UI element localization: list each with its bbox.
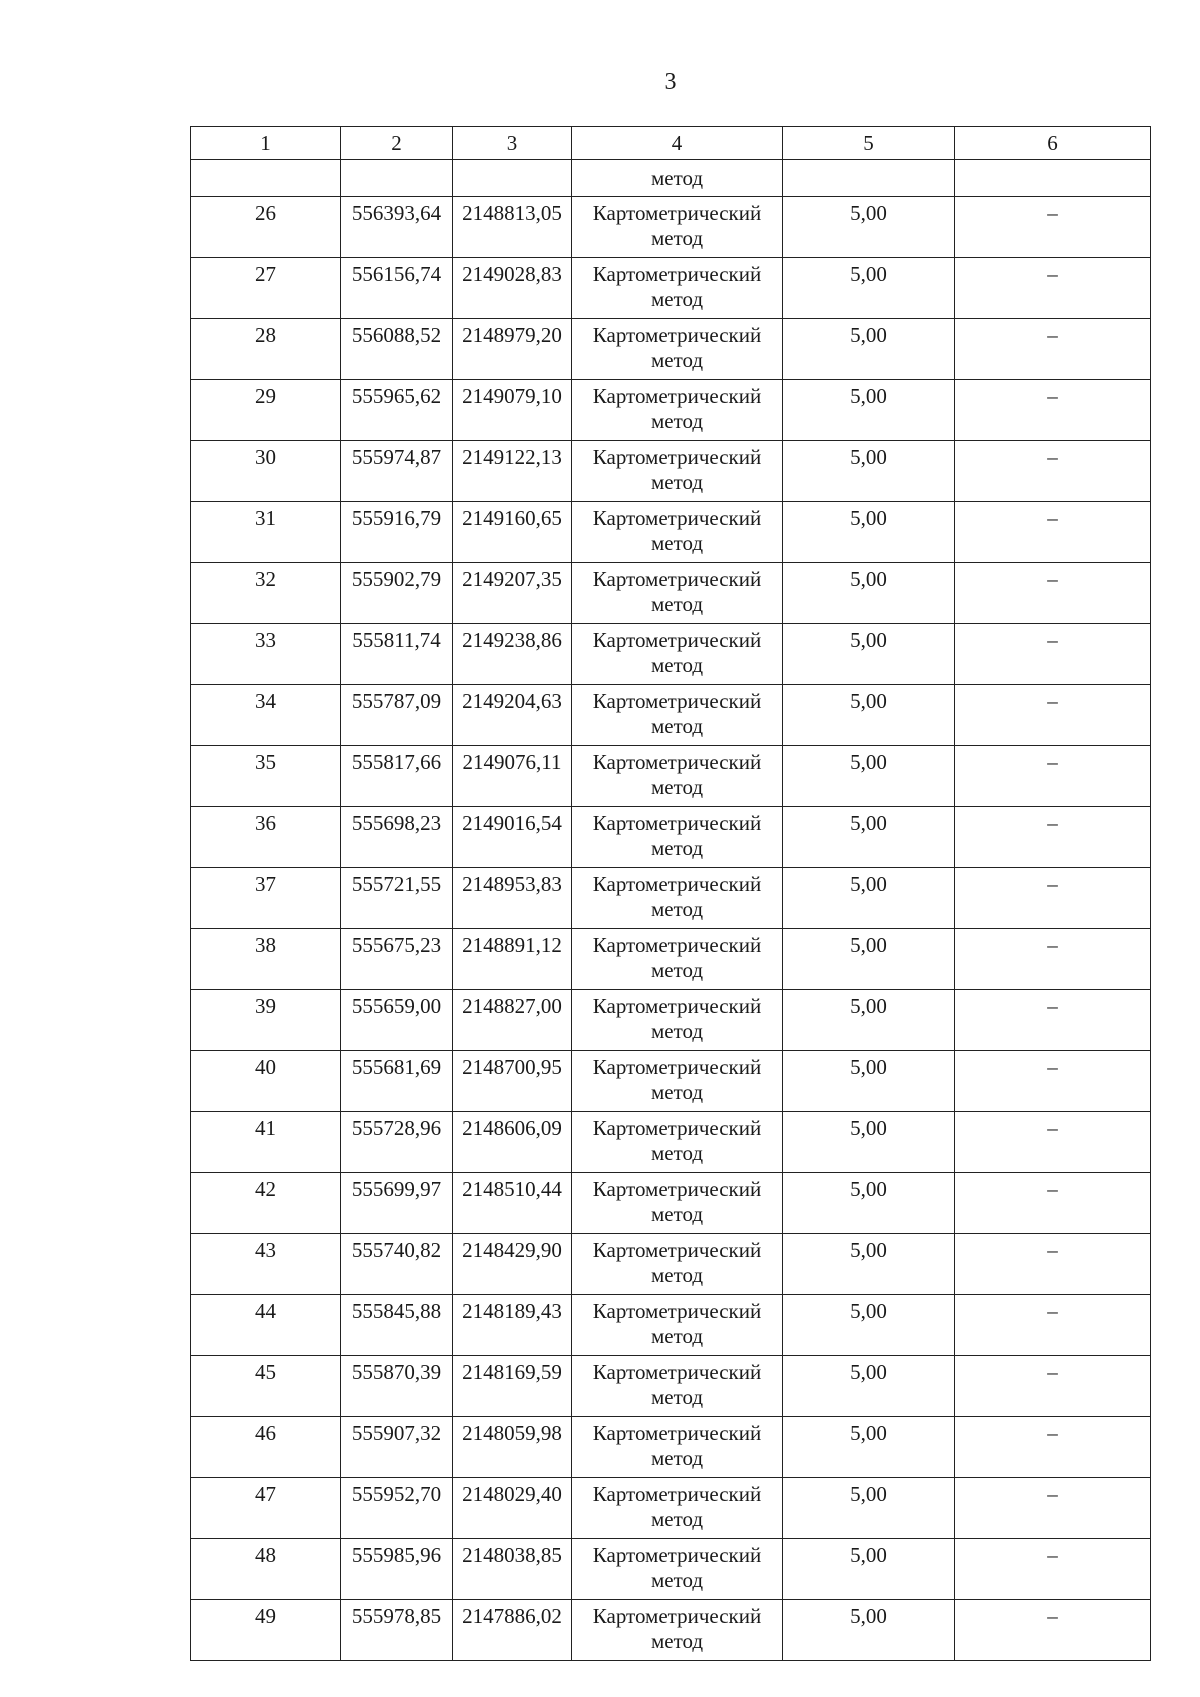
y-coordinate-cell: 2148891,12 [453, 929, 572, 990]
table-row [191, 197, 1151, 258]
accuracy-cell: 5,00 [783, 1356, 955, 1417]
description-cell: – [955, 502, 1151, 563]
accuracy-cell: 5,00 [783, 502, 955, 563]
point-number-cell: 47 [191, 1478, 341, 1539]
accuracy-cell: 5,00 [783, 441, 955, 502]
x-coordinate-cell: 555817,66 [341, 746, 453, 807]
accuracy-cell: 5,00 [783, 990, 955, 1051]
table-row [191, 563, 1151, 624]
accuracy-cell: 5,00 [783, 929, 955, 990]
point-number-cell: 42 [191, 1173, 341, 1234]
x-coordinate-cell: 555907,32 [341, 1417, 453, 1478]
accuracy-cell: 5,00 [783, 1539, 955, 1600]
column-header: 3 [453, 127, 572, 160]
x-coordinate-cell: 555974,87 [341, 441, 453, 502]
table-cell [453, 160, 572, 197]
method-line-1: Картометрический [592, 994, 762, 1018]
y-coordinate-cell: 2148429,90 [453, 1234, 572, 1295]
method-cell [572, 1173, 783, 1234]
x-coordinate-cell: 555978,85 [341, 1600, 453, 1661]
method-cell [572, 929, 783, 990]
description-cell: – [955, 624, 1151, 685]
method-line-2: метод [650, 1019, 704, 1043]
method-line-1: Картометрический [592, 1604, 762, 1628]
x-coordinate-cell: 556088,52 [341, 319, 453, 380]
accuracy-cell: 5,00 [783, 624, 955, 685]
method-line-2: метод [650, 714, 704, 738]
y-coordinate-cell: 2149016,54 [453, 807, 572, 868]
point-number-cell: 29 [191, 380, 341, 441]
method-line-2: метод [650, 897, 704, 921]
description-cell: – [955, 1356, 1151, 1417]
table-row [191, 441, 1151, 502]
method-cell [572, 441, 783, 502]
y-coordinate-cell: 2149028,83 [453, 258, 572, 319]
description-cell: – [955, 1539, 1151, 1600]
description-cell: – [955, 868, 1151, 929]
x-coordinate-cell: 556156,74 [341, 258, 453, 319]
x-coordinate-cell: 555965,62 [341, 380, 453, 441]
point-number-cell: 46 [191, 1417, 341, 1478]
method-line-2: метод [650, 226, 704, 250]
method-cell [572, 1417, 783, 1478]
y-coordinate-cell: 2148169,59 [453, 1356, 572, 1417]
continuation-row [191, 160, 1151, 197]
method-line-1: Картометрический [592, 1543, 762, 1567]
coordinates-table [190, 126, 1151, 1661]
point-number-cell: 48 [191, 1539, 341, 1600]
method-line-2: метод [650, 1324, 704, 1348]
table-row [191, 929, 1151, 990]
method-line-2: метод [650, 1385, 704, 1409]
method-line-2: метод [650, 1507, 704, 1531]
description-cell: – [955, 258, 1151, 319]
y-coordinate-cell: 2147886,02 [453, 1600, 572, 1661]
method-line-1: Картометрический [592, 506, 762, 530]
x-coordinate-cell: 555787,09 [341, 685, 453, 746]
point-number-cell: 31 [191, 502, 341, 563]
accuracy-cell: 5,00 [783, 563, 955, 624]
point-number-cell: 45 [191, 1356, 341, 1417]
method-line-2: метод [650, 1080, 704, 1104]
x-coordinate-cell: 555985,96 [341, 1539, 453, 1600]
y-coordinate-cell: 2149238,86 [453, 624, 572, 685]
description-cell: – [955, 929, 1151, 990]
description-cell: – [955, 197, 1151, 258]
method-cell [572, 1478, 783, 1539]
y-coordinate-cell: 2148827,00 [453, 990, 572, 1051]
description-cell: – [955, 807, 1151, 868]
table-cell: метод [572, 160, 783, 197]
point-number-cell: 38 [191, 929, 341, 990]
table-row [191, 746, 1151, 807]
column-header: 2 [341, 127, 453, 160]
method-cell [572, 990, 783, 1051]
accuracy-cell: 5,00 [783, 807, 955, 868]
description-cell: – [955, 685, 1151, 746]
table-row [191, 868, 1151, 929]
x-coordinate-cell: 555740,82 [341, 1234, 453, 1295]
description-cell: – [955, 990, 1151, 1051]
method-line-1: Картометрический [592, 750, 762, 774]
table-row [191, 1417, 1151, 1478]
y-coordinate-cell: 2148953,83 [453, 868, 572, 929]
table-cell [191, 160, 341, 197]
point-number-cell: 44 [191, 1295, 341, 1356]
method-line-1: Картометрический [592, 811, 762, 835]
y-coordinate-cell: 2148606,09 [453, 1112, 572, 1173]
method-cell [572, 1051, 783, 1112]
method-line-2: метод [650, 958, 704, 982]
description-cell: – [955, 441, 1151, 502]
description-cell: – [955, 1417, 1151, 1478]
point-number-cell: 27 [191, 258, 341, 319]
method-cell [572, 1356, 783, 1417]
point-number-cell: 30 [191, 441, 341, 502]
description-cell: – [955, 319, 1151, 380]
table-row [191, 380, 1151, 441]
accuracy-cell: 5,00 [783, 380, 955, 441]
point-number-cell: 40 [191, 1051, 341, 1112]
method-cell [572, 868, 783, 929]
method-line-2: метод [650, 1446, 704, 1470]
method-line-1: Картометрический [592, 1238, 762, 1262]
description-cell: – [955, 1051, 1151, 1112]
description-cell: – [955, 1112, 1151, 1173]
point-number-cell: 41 [191, 1112, 341, 1173]
accuracy-cell: 5,00 [783, 746, 955, 807]
table-row [191, 685, 1151, 746]
table-row [191, 990, 1151, 1051]
point-number-cell: 37 [191, 868, 341, 929]
method-line-1: Картометрический [592, 1055, 762, 1079]
description-cell: – [955, 1173, 1151, 1234]
accuracy-cell: 5,00 [783, 868, 955, 929]
method-line-2: метод [650, 1568, 704, 1592]
x-coordinate-cell: 555916,79 [341, 502, 453, 563]
method-line-2: метод [650, 470, 704, 494]
column-header: 5 [783, 127, 955, 160]
table-row [191, 1051, 1151, 1112]
description-cell: – [955, 1600, 1151, 1661]
x-coordinate-cell: 555902,79 [341, 563, 453, 624]
table-row [191, 807, 1151, 868]
y-coordinate-cell: 2148189,43 [453, 1295, 572, 1356]
table-row [191, 1234, 1151, 1295]
y-coordinate-cell: 2148038,85 [453, 1539, 572, 1600]
method-line-1: Картометрический [592, 933, 762, 957]
accuracy-cell: 5,00 [783, 1112, 955, 1173]
accuracy-cell: 5,00 [783, 1173, 955, 1234]
x-coordinate-cell: 556393,64 [341, 197, 453, 258]
accuracy-cell: 5,00 [783, 197, 955, 258]
point-number-cell: 35 [191, 746, 341, 807]
method-cell [572, 807, 783, 868]
accuracy-cell: 5,00 [783, 1478, 955, 1539]
method-line-2: метод [650, 653, 704, 677]
method-line-1: Картометрический [592, 1482, 762, 1506]
accuracy-cell: 5,00 [783, 258, 955, 319]
method-cell [572, 685, 783, 746]
x-coordinate-cell: 555675,23 [341, 929, 453, 990]
page-number: 3 [664, 69, 677, 95]
point-number-cell: 43 [191, 1234, 341, 1295]
y-coordinate-cell: 2149076,11 [453, 746, 572, 807]
point-number-cell: 33 [191, 624, 341, 685]
x-coordinate-cell: 555659,00 [341, 990, 453, 1051]
point-number-cell: 26 [191, 197, 341, 258]
method-cell [572, 1295, 783, 1356]
y-coordinate-cell: 2148059,98 [453, 1417, 572, 1478]
column-header: 4 [572, 127, 783, 160]
table-row [191, 1539, 1151, 1600]
method-line-2: метод [650, 531, 704, 555]
method-cell [572, 502, 783, 563]
table-cell [341, 160, 453, 197]
description-cell: – [955, 380, 1151, 441]
y-coordinate-cell: 2148979,20 [453, 319, 572, 380]
method-line-2: метод [650, 1202, 704, 1226]
method-line-1: Картометрический [592, 567, 762, 591]
method-line-1: Картометрический [592, 872, 762, 896]
table-row [191, 1356, 1151, 1417]
x-coordinate-cell: 555681,69 [341, 1051, 453, 1112]
table-row [191, 1478, 1151, 1539]
method-cell [572, 258, 783, 319]
method-cell [572, 624, 783, 685]
accuracy-cell: 5,00 [783, 1234, 955, 1295]
accuracy-cell: 5,00 [783, 319, 955, 380]
x-coordinate-cell: 555870,39 [341, 1356, 453, 1417]
method-line-1: Картометрический [592, 1299, 762, 1323]
method-line-1: Картометрический [592, 201, 762, 225]
accuracy-cell: 5,00 [783, 1600, 955, 1661]
column-header: 1 [191, 127, 341, 160]
x-coordinate-cell: 555952,70 [341, 1478, 453, 1539]
description-cell: – [955, 746, 1151, 807]
method-cell [572, 1234, 783, 1295]
method-cell [572, 380, 783, 441]
x-coordinate-cell: 555699,97 [341, 1173, 453, 1234]
x-coordinate-cell: 555721,55 [341, 868, 453, 929]
method-line-2: метод [650, 348, 704, 372]
description-cell: – [955, 563, 1151, 624]
y-coordinate-cell: 2148510,44 [453, 1173, 572, 1234]
method-cell [572, 563, 783, 624]
y-coordinate-cell: 2148700,95 [453, 1051, 572, 1112]
table-row [191, 1173, 1151, 1234]
method-cell [572, 1112, 783, 1173]
method-cell [572, 1600, 783, 1661]
y-coordinate-cell: 2148813,05 [453, 197, 572, 258]
method-line-1: Картометрический [592, 1360, 762, 1384]
table-row [191, 1295, 1151, 1356]
y-coordinate-cell: 2149122,13 [453, 441, 572, 502]
x-coordinate-cell: 555698,23 [341, 807, 453, 868]
method-line-2: метод [650, 1629, 704, 1653]
accuracy-cell: 5,00 [783, 1417, 955, 1478]
point-number-cell: 34 [191, 685, 341, 746]
method-line-2: метод [650, 836, 704, 860]
table-row [191, 502, 1151, 563]
method-cell [572, 746, 783, 807]
method-line-1: Картометрический [592, 628, 762, 652]
method-line-1: Картометрический [592, 445, 762, 469]
method-line-1: Картометрический [592, 323, 762, 347]
x-coordinate-cell: 555845,88 [341, 1295, 453, 1356]
table-row [191, 1600, 1151, 1661]
point-number-cell: 49 [191, 1600, 341, 1661]
method-line-1: Картометрический [592, 1177, 762, 1201]
method-line-2: метод [650, 409, 704, 433]
table-row [191, 1112, 1151, 1173]
y-coordinate-cell: 2149160,65 [453, 502, 572, 563]
point-number-cell: 36 [191, 807, 341, 868]
method-line-1: Картометрический [592, 689, 762, 713]
y-coordinate-cell: 2149207,35 [453, 563, 572, 624]
x-coordinate-cell: 555728,96 [341, 1112, 453, 1173]
accuracy-cell: 5,00 [783, 1051, 955, 1112]
table-row [191, 624, 1151, 685]
method-line-2: метод [650, 1141, 704, 1165]
method-line-1: Картометрический [592, 384, 762, 408]
accuracy-cell: 5,00 [783, 1295, 955, 1356]
point-number-cell: 39 [191, 990, 341, 1051]
method-line-1: Картометрический [592, 262, 762, 286]
table-row [191, 258, 1151, 319]
method-line-2: метод [650, 775, 704, 799]
method-cell [572, 197, 783, 258]
table-row [191, 319, 1151, 380]
description-cell: – [955, 1478, 1151, 1539]
description-cell: – [955, 1295, 1151, 1356]
description-cell: – [955, 1234, 1151, 1295]
method-cell [572, 1539, 783, 1600]
point-number-cell: 28 [191, 319, 341, 380]
column-header: 6 [955, 127, 1151, 160]
method-cell [572, 319, 783, 380]
method-line-2: метод [650, 592, 704, 616]
accuracy-cell: 5,00 [783, 685, 955, 746]
point-number-cell: 32 [191, 563, 341, 624]
x-coordinate-cell: 555811,74 [341, 624, 453, 685]
method-line-1: Картометрический [592, 1421, 762, 1445]
table-header-row [191, 127, 1151, 160]
y-coordinate-cell: 2148029,40 [453, 1478, 572, 1539]
y-coordinate-cell: 2149079,10 [453, 380, 572, 441]
table-cell [783, 160, 955, 197]
y-coordinate-cell: 2149204,63 [453, 685, 572, 746]
method-line-2: метод [650, 287, 704, 311]
table-cell [955, 160, 1151, 197]
method-line-1: Картометрический [592, 1116, 762, 1140]
method-line-2: метод [650, 1263, 704, 1287]
